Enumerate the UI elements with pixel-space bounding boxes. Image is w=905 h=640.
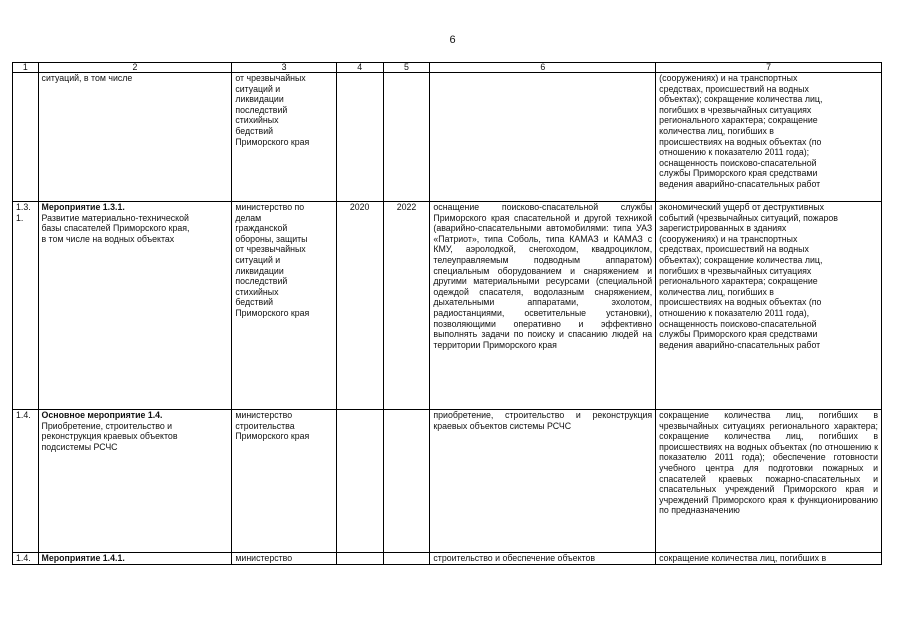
column-header: 2 [38,63,232,73]
column-header: 1 [13,63,39,73]
end-year-cell [383,410,430,553]
start-year-cell [336,73,383,202]
measures-table [12,62,882,565]
results-cell: сокращение количества лиц, погибших в чрезвычайных ситуациях регионального характера; сокращение количества лиц, погибших в происшествиях на водных объектах (по отношению к показателю 2011 года); обеспечение готовности учебного центра для подготовки пожарных и спасателей краевых пожарно-спасательных и спасательных учреждений Приморского края и учреждений Приморского края к функционированию по предназначению [656,410,882,553]
measure-title: Мероприятие 1.4.1. [41,553,125,563]
column-header: 3 [232,63,336,73]
activities-cell [430,73,656,202]
measure-description: ситуаций, в том числе [41,73,133,83]
measure-name-cell [38,410,232,553]
column-header: 4 [336,63,383,73]
results-cell: сокращение количества лиц, погибших в [656,553,882,565]
start-year-cell: 2020 [336,202,383,410]
row-number-cell: 1.4. [13,553,39,565]
activities-cell: строительство и обеспечение объектов [430,553,656,565]
measure-description: Приобретение, строительство и реконструкция краевых объектов подсистемы РСЧС [41,420,178,452]
executor-cell: министерство по делам гражданской обороны, защиты от чрезвычайных ситуаций и ликвидации последствий стихийных бедствий Приморского края [232,202,336,410]
executor-cell: министерство строительства Приморского края [232,410,336,553]
table-row [13,202,882,410]
row-number-cell [13,73,39,202]
activities-cell: оснащение поисково-спасательной службы Приморского края спасательной и другой техникой (аварийно-спасательными автомобилями: типа УАЗ «Патриот», типа Соболь, типа КАМАЗ и КАМАЗ с КМУ, аэролодкой, снегоходом, квадроциклом, телеуправляемым подводным аппаратом) специальным оборудованием и снаряжением и другими материальными ресурсами (специальной одеждой спасателя, водолазным снаряжением, дыхательными аппаратами, эхолотом, радиостанциями, осветительные установки), позволяющими оперативно и эффективно выполнять задачи по поиску и спасанию людей на территории Приморского края [430,202,656,410]
executor-cell: министерство [232,553,336,565]
end-year-cell [383,553,430,565]
executor-cell: от чрезвычайных ситуаций и ликвидации последствий стихийных бедствий Приморского края [232,73,336,202]
page-number: 6 [449,34,456,46]
table-row [13,410,882,553]
table-row [13,553,882,565]
row-number-cell: 1.4. [13,410,39,553]
table-row [13,73,882,202]
measure-title: Основное мероприятие 1.4. [41,410,163,420]
table-header-row [13,63,882,73]
start-year-cell [336,553,383,565]
column-header: 6 [430,63,656,73]
measure-name-cell [38,73,232,202]
activities-cell: приобретение, строительство и реконструкция краевых объектов системы РСЧС [430,410,656,553]
measure-title: Мероприятие 1.3.1. [41,202,125,212]
measure-name-cell [38,553,232,565]
measure-name-cell [38,202,232,410]
results-cell: (сооружениях) и на транспортных средствах, происшествий на водных объектах); сокращение количества лиц, погибших в чрезвычайных ситуациях регионального характера; сокращение количества лиц, погибших в происшествиях на водных объектах (по отношению к показателю 2011 года); оснащенность поисково-спасательной службы Приморского края средствами ведения аварийно-спасательных работ [656,73,882,202]
end-year-cell: 2022 [383,202,430,410]
row-number-cell: 1.3. 1. [13,202,39,410]
start-year-cell [336,410,383,553]
results-cell: экономический ущерб от деструктивных событий (чрезвычайных ситуаций, пожаров зарегистрированных в зданиях (сооружениях) и на транспортных средствах, происшествий на водных объектах); сокращение количества лиц, погибших в чрезвычайных ситуациях регионального характера; сокращение количества лиц, погибших в происшествиях на водных объектах (по отношению к показателю 2011 года), оснащенность поисково-спасательной службы Приморского края средствами ведения аварийно-спасательных работ [656,202,882,410]
column-header: 5 [383,63,430,73]
end-year-cell [383,73,430,202]
measure-description: Развитие материально-технической базы спасателей Приморского края, в том числе на водных объектах [41,212,190,244]
column-header: 7 [656,63,882,73]
